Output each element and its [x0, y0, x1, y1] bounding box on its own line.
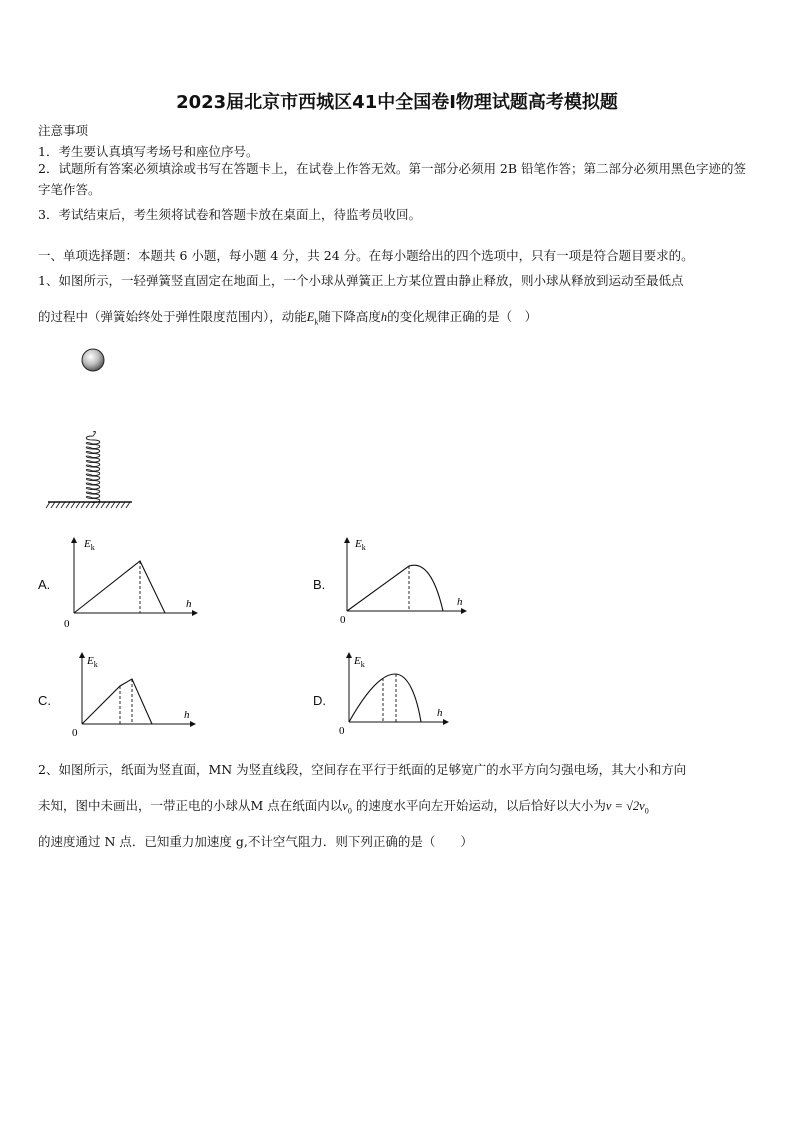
- curve: [349, 674, 421, 722]
- section-heading: 一、单项选择题：本题共 6 小题，每小题 4 分，共 24 分。在每小题给出的四个选项中，只有一项是符合题目要求的。: [38, 248, 694, 263]
- notice-item-1: 1．考生要认真填写考场号和座位序号。: [38, 144, 259, 159]
- hatch-stroke: [116, 502, 120, 508]
- option-d-graph[interactable]: [337, 650, 467, 745]
- hatch-stroke: [111, 502, 115, 508]
- q1-line-1: 1、如图所示，一轻弹簧竖直固定在地面上，一个小球从弹簧正上方某位置由静止释放，则小球从释放到运动至最低点: [38, 273, 684, 288]
- hatch-stroke: [81, 502, 85, 508]
- hatch-stroke: [76, 502, 80, 508]
- origin-label: 0: [340, 614, 346, 626]
- option-a-graph[interactable]: [62, 535, 202, 630]
- q2-line-1: 2、如图所示，纸面为竖直面，MN 为竖直线段，空间存在平行于纸面的足够宽广的水平方向匀强电场，其大小和方向: [38, 762, 687, 777]
- hatch-stroke: [121, 502, 125, 508]
- hatch-stroke: [51, 502, 55, 508]
- option-b-graph[interactable]: [335, 535, 475, 630]
- q1-text-b: 随下降高度: [318, 309, 381, 324]
- q1-h-symbol: h: [380, 310, 388, 324]
- hatch-stroke: [61, 502, 65, 508]
- hatch-stroke: [106, 502, 110, 508]
- notice-item-3: 3．考试结束后，考生须将试卷和答题卡放在桌面上，待监考员收回。: [38, 207, 421, 222]
- y-axis-label: $E_k$: [354, 655, 365, 669]
- q2-line-3: 的速度通过 N 点．已知重力加速度 g,不计空气阻力．则下列正确的是（ ）: [38, 834, 473, 849]
- origin-label: 0: [339, 725, 345, 737]
- notice-heading: 注意事项: [38, 123, 89, 138]
- q2-v-equation: $v = √2v_0$: [605, 799, 649, 816]
- q2-v0-symbol: $v_0$: [342, 799, 352, 816]
- x-axis-label: h: [457, 596, 463, 608]
- q1-line-2: [38, 307, 537, 327]
- hatch-stroke: [101, 502, 105, 508]
- q2-text-a: 未知，图中未画出，一带正电的小球从M 点在纸面内以: [38, 798, 343, 813]
- y-axis-label: $E_k$: [84, 538, 95, 552]
- notice-item-2: 2．试题所有答案必须填涂或书写在答题卡上，在试卷上作答无效。第一部分必须用 2B 铅笔作答；第二部分必须用黑色字迹的签字笔作答。: [38, 161, 747, 197]
- q1-text-c: 的变化规律正确的是（ ）: [387, 309, 538, 324]
- hatch-stroke: [96, 502, 100, 508]
- x-axis-label: h: [184, 709, 190, 721]
- ground-hatch: [46, 502, 130, 508]
- option-c-graph[interactable]: [70, 650, 200, 745]
- curve: [74, 561, 165, 613]
- spring: [86, 432, 100, 503]
- q2-line-2: [38, 796, 649, 816]
- option-b-label[interactable]: B.: [313, 577, 326, 592]
- spring-ball-figure: [40, 340, 160, 520]
- q1-ek-symbol: $E_k$: [306, 310, 319, 327]
- option-a-label[interactable]: A.: [38, 577, 51, 592]
- hatch-stroke: [46, 502, 50, 508]
- y-axis-label: $E_k$: [87, 655, 98, 669]
- curve: [347, 565, 443, 611]
- hatch-stroke: [66, 502, 70, 508]
- curve: [82, 679, 152, 724]
- ball: [82, 349, 104, 371]
- hatch-stroke: [56, 502, 60, 508]
- option-c-label[interactable]: C.: [38, 693, 51, 708]
- origin-label: 0: [64, 618, 70, 630]
- option-d-label[interactable]: D.: [313, 693, 326, 708]
- q1-text-a: 的过程中（弹簧始终处于弹性限度范围内），动能: [38, 309, 307, 324]
- hatch-stroke: [86, 502, 90, 508]
- page-title: 2023届北京市西城区41中全国卷Ⅰ物理试题高考模拟题: [176, 92, 618, 113]
- hatch-stroke: [71, 502, 75, 508]
- x-axis-label: h: [437, 707, 443, 719]
- q2-text-b: 的速度水平向左开始运动，以后恰好以大小为: [355, 798, 606, 813]
- x-axis-label: h: [186, 598, 192, 610]
- origin-label: 0: [72, 727, 78, 739]
- y-axis-label: $E_k$: [355, 538, 366, 552]
- hatch-stroke: [126, 502, 130, 508]
